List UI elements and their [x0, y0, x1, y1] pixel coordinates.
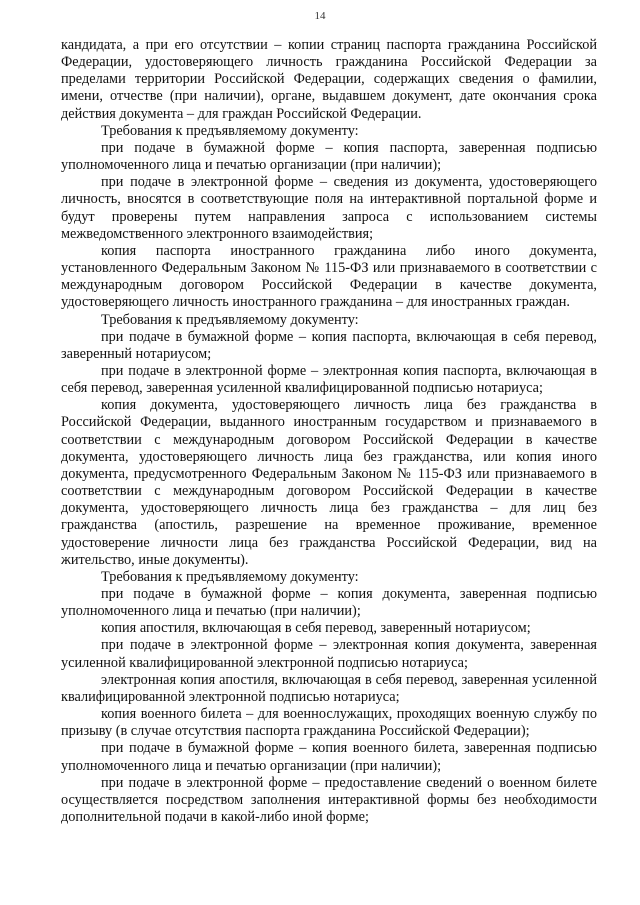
document-body	[61, 37, 597, 826]
paragraph: кандидата, а при его отсутствии – копии страниц паспорта гражданина Российской Федерации, удостоверяющего личность гражданина Российской Федерации за пределами территории Российской Федерации, содержащих сведения о фамилии, имени, отчестве (при наличии), органе, выдавшем документ, дате окончания срока действия документа – для граждан Российской Федерации.	[61, 37, 597, 122]
paragraph: при подаче в электронной форме – электронная копия документа, заверенная усиленной квалифицированной электронной подписью нотариуса;	[61, 637, 597, 671]
paragraph: при подаче в бумажной форме – копия паспорта, включающая в себя перевод, заверенный нотариусом;	[61, 328, 597, 362]
paragraph: копия апостиля, включающая в себя перевод, заверенный нотариусом;	[101, 620, 531, 637]
paragraph: при подаче в бумажной форме – копия военного билета, заверенная подписью уполномоченного лица и печатью организации (при наличии);	[61, 740, 597, 774]
paragraph: при подаче в бумажной форме – копия паспорта, заверенная подписью уполномоченного лица и печатью организации (при наличии);	[61, 139, 597, 174]
paragraph: при подаче в электронной форме – электронная копия паспорта, включающая в себя перевод, заверенная усиленной квалифицированной подписью нотариуса;	[61, 362, 597, 397]
paragraph: при подаче в электронной форме – сведения из документа, удостоверяющего личность, вносятся в соответствующие поля на интерактивной портальной форме и будут проверены путем направления запроса с использованием системы межведомственного электронного взаимодействия;	[61, 174, 597, 242]
section-heading: Требования к предъявляемому документу:	[101, 311, 359, 328]
paragraph: при подаче в электронной форме – предоставление сведений о военном билете осуществляется посредством заполнения интерактивной формы без необходимости дополнительной подачи в какой-либо иной форме;	[61, 774, 597, 826]
paragraph: копия военного билета – для военнослужащих, проходящих военную службу по призыву (в случае отсутствия паспорта гражданина Российской Федерации);	[61, 706, 597, 740]
paragraph: копия документа, удостоверяющего личность лица без гражданства в Российской Федерации, выданного иностранным государством и признаваемого в соответствии с международным договором Российской Федерации в качестве документа, удостоверяющего личность лица без гражданства, или копия иного документа, предусмотренного Федеральным Законом № 115-ФЗ или признаваемого в соответствии с международным договором Российской Федерации в качестве документа, удостоверяющего личность лица без гражданства – для лиц без гражданства (апостиль, разрешение на временное проживание, временное удостоверение личности лица без гражданства Российской Федерации, вид на жительство, иные документы).	[61, 397, 597, 568]
paragraph: при подаче в бумажной форме – копия документа, заверенная подписью уполномоченного лица и печатью (при наличии);	[61, 586, 597, 620]
paragraph: копия паспорта иностранного гражданина либо иного документа, установленного Федеральным Законом № 115-ФЗ или признаваемого в соответствии с международным договором Российской Федерации в качестве документа, удостоверяющего личность иностранного гражданина – для иностранных граждан.	[61, 242, 597, 311]
paragraph: электронная копия апостиля, включающая в себя перевод, заверенная усиленной квалифицированной электронной подписью нотариуса;	[61, 671, 597, 705]
page-number: 14	[314, 10, 326, 22]
section-heading: Требования к предъявляемому документу:	[101, 568, 359, 585]
section-heading: Требования к предъявляемому документу:	[101, 122, 359, 139]
